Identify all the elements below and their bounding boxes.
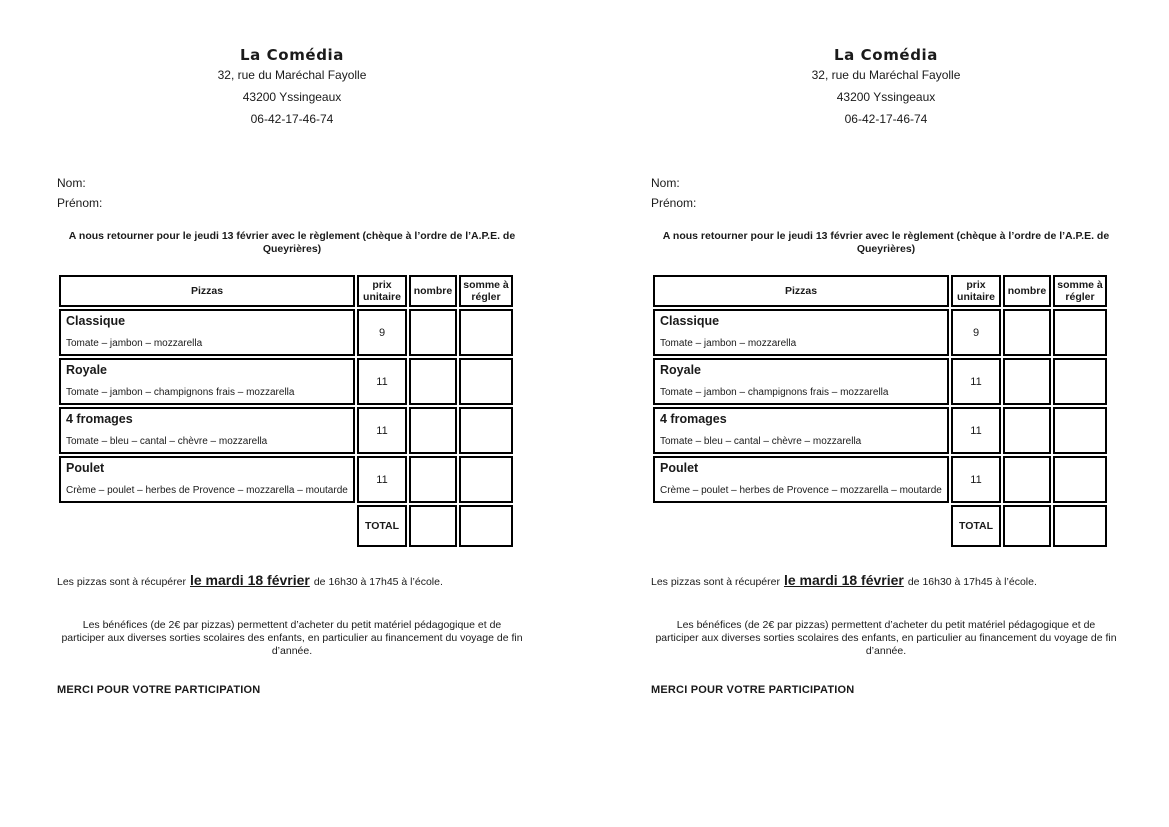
somme-cell <box>459 358 513 405</box>
total-nombre-cell <box>409 505 457 547</box>
pizza-cell <box>59 456 355 503</box>
total-label: TOTAL <box>951 505 1001 547</box>
nombre-cell <box>409 407 457 454</box>
restaurant-city: 43200 Yssingeaux <box>242 90 342 104</box>
name-fields <box>57 173 527 213</box>
pickup-suffix: de 16h30 à 17h45 à l’école. <box>907 576 1037 588</box>
pizza-ingredients: Crème – poulet – herbes de Provence – mozzarella – moutarde <box>66 485 348 496</box>
header-somme: somme à régler <box>1053 275 1107 307</box>
somme-cell <box>459 309 513 356</box>
return-instruction: A nous retourner pour le jeudi 13 février avec le règlement (chèque à l’ordre de l’A.P.E. de Queyrières) <box>662 230 1110 255</box>
total-label: TOTAL <box>357 505 407 547</box>
pickup-prefix: Les pizzas sont à récupérer <box>57 576 186 588</box>
restaurant-address: 32, rue du Maréchal Fayolle <box>811 68 961 82</box>
pizza-cell <box>653 358 949 405</box>
table-row <box>59 456 513 503</box>
pickup-line <box>651 572 1121 588</box>
pizza-ingredients: Crème – poulet – herbes de Provence – mozzarella – moutarde <box>660 485 942 496</box>
pizza-cell <box>59 407 355 454</box>
table-row <box>653 309 1107 356</box>
restaurant-phone: 06-42-17-46-74 <box>844 112 928 126</box>
table-header-row <box>59 275 513 307</box>
pizza-ingredients: Tomate – bleu – cantal – chèvre – mozzarella <box>660 436 862 447</box>
order-form-copy-left <box>57 0 527 696</box>
somme-cell <box>459 407 513 454</box>
pizza-name: Poulet <box>660 461 699 475</box>
somme-cell <box>1053 309 1107 356</box>
price-cell: 11 <box>357 358 407 405</box>
pickup-prefix: Les pizzas sont à récupérer <box>651 576 780 588</box>
pizza-cell <box>653 407 949 454</box>
pizza-ingredients: Tomate – jambon – champignons frais – mozzarella <box>66 387 295 398</box>
pizza-name: Royale <box>66 363 107 377</box>
pizza-name: 4 fromages <box>66 412 133 426</box>
restaurant-city: 43200 Yssingeaux <box>836 90 936 104</box>
pickup-date: le mardi 18 février <box>783 572 904 588</box>
somme-cell <box>459 456 513 503</box>
nombre-cell <box>1003 456 1051 503</box>
price-cell: 11 <box>357 456 407 503</box>
restaurant-header <box>651 46 1121 130</box>
pickup-line <box>57 572 527 588</box>
thanks-text: MERCI POUR VOTRE PARTICIPATION <box>651 684 855 696</box>
nom-label: Nom: <box>57 176 86 190</box>
total-spacer <box>59 505 355 547</box>
table-row <box>653 456 1107 503</box>
price-cell: 11 <box>951 358 1001 405</box>
total-somme-cell <box>1053 505 1107 547</box>
total-nombre-cell <box>1003 505 1051 547</box>
somme-cell <box>1053 456 1107 503</box>
order-table <box>651 273 1109 549</box>
pickup-date: le mardi 18 février <box>189 572 310 588</box>
thanks-text: MERCI POUR VOTRE PARTICIPATION <box>57 684 261 696</box>
order-form-copy-right <box>651 0 1121 696</box>
price-cell: 11 <box>357 407 407 454</box>
pizza-ingredients: Tomate – bleu – cantal – chèvre – mozzarella <box>66 436 268 447</box>
table-row <box>653 358 1107 405</box>
restaurant-header <box>57 46 527 130</box>
nombre-cell <box>409 456 457 503</box>
pizza-name: Classique <box>660 314 720 328</box>
pizza-cell <box>59 309 355 356</box>
total-somme-cell <box>459 505 513 547</box>
header-prix-unitaire: prix unitaire <box>951 275 1001 307</box>
nom-label: Nom: <box>651 176 680 190</box>
somme-cell <box>1053 407 1107 454</box>
restaurant-phone: 06-42-17-46-74 <box>250 112 334 126</box>
return-instruction: A nous retourner pour le jeudi 13 février avec le règlement (chèque à l’ordre de l’A.P.E. de Queyrières) <box>68 230 516 255</box>
name-fields <box>651 173 1121 213</box>
table-row <box>653 407 1107 454</box>
pizza-ingredients: Tomate – jambon – mozzarella <box>660 338 797 349</box>
prenom-label: Prénom: <box>57 196 103 210</box>
header-pizzas: Pizzas <box>59 275 355 307</box>
benefits-text: Les bénéfices (de 2€ par pizzas) permettent d’acheter du petit matériel pédagogique et de participer aux diverses sorties scolaires des enfants, en particulier au financement du voyage de fin d’année. <box>655 619 1117 657</box>
total-row <box>59 505 513 547</box>
restaurant-address: 32, rue du Maréchal Fayolle <box>217 68 367 82</box>
total-spacer <box>653 505 949 547</box>
order-table <box>57 273 515 549</box>
pizza-cell <box>653 456 949 503</box>
pickup-suffix: de 16h30 à 17h45 à l’école. <box>313 576 443 588</box>
price-cell: 11 <box>951 407 1001 454</box>
price-cell: 11 <box>951 456 1001 503</box>
price-cell: 9 <box>951 309 1001 356</box>
pizza-name: 4 fromages <box>660 412 727 426</box>
nombre-cell <box>409 309 457 356</box>
nombre-cell <box>1003 309 1051 356</box>
prenom-label: Prénom: <box>651 196 697 210</box>
somme-cell <box>1053 358 1107 405</box>
restaurant-name: La Comédia <box>239 46 345 64</box>
header-prix-unitaire: prix unitaire <box>357 275 407 307</box>
header-pizzas: Pizzas <box>653 275 949 307</box>
pizza-name: Classique <box>66 314 126 328</box>
header-nombre: nombre <box>1003 275 1051 307</box>
table-header-row <box>653 275 1107 307</box>
table-row <box>59 309 513 356</box>
nombre-cell <box>409 358 457 405</box>
total-row <box>653 505 1107 547</box>
header-nombre: nombre <box>409 275 457 307</box>
pizza-ingredients: Tomate – jambon – mozzarella <box>66 338 203 349</box>
price-cell: 9 <box>357 309 407 356</box>
pizza-ingredients: Tomate – jambon – champignons frais – mozzarella <box>660 387 889 398</box>
pizza-cell <box>59 358 355 405</box>
pizza-cell <box>653 309 949 356</box>
header-somme: somme à régler <box>459 275 513 307</box>
nombre-cell <box>1003 358 1051 405</box>
pizza-name: Royale <box>660 363 701 377</box>
nombre-cell <box>1003 407 1051 454</box>
table-row <box>59 358 513 405</box>
pizza-name: Poulet <box>66 461 105 475</box>
benefits-text: Les bénéfices (de 2€ par pizzas) permettent d’acheter du petit matériel pédagogique et de participer aux diverses sorties scolaires des enfants, en particulier au financement du voyage de fin d’année. <box>61 619 523 657</box>
table-row <box>59 407 513 454</box>
restaurant-name: La Comédia <box>833 46 939 64</box>
